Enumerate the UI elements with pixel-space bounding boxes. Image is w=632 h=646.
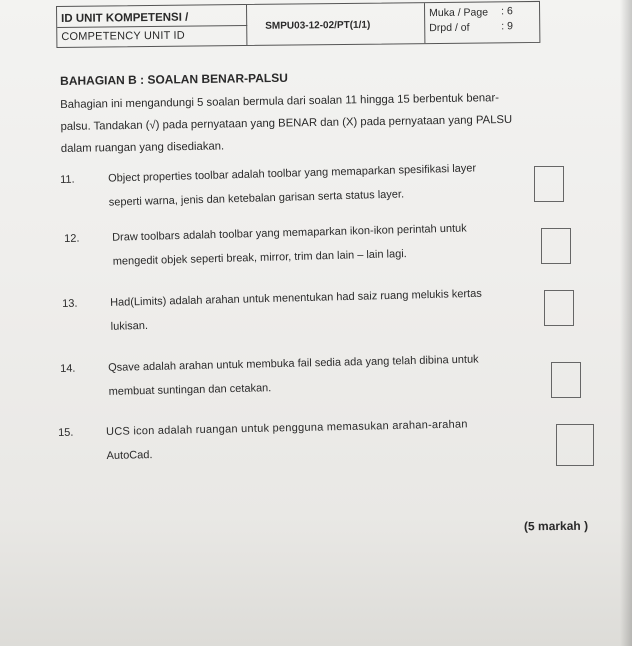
question-text: Qsave adalah arahan untuk membuka fail sedia ada yang telah dibina untuk (107, 353, 479, 374)
competency-label: COMPETENCY UNIT ID (61, 29, 185, 43)
question-text: mengedit objek seperti break, mirror, trim dan lain – lain lagi. (112, 248, 407, 268)
question-number: 14. (60, 362, 76, 375)
intro-line: palsu. Tandakan (√) pada pernyataan yang BENAR dan (X) pada pernyataan yang PALSU (60, 113, 513, 133)
question-number: 15. (58, 426, 74, 439)
of-value: : 9 (501, 20, 513, 33)
answer-box-12[interactable] (541, 228, 571, 264)
question-text: membuat suntingan dan cetakan. (108, 382, 272, 398)
question-text: Had(Limits) adalah arahan untuk menentukan had saiz ruang melukis kertas (109, 287, 482, 309)
section-intro (60, 86, 596, 160)
header-cell-page (425, 2, 539, 43)
question-number: 12. (64, 232, 80, 245)
question-number: 13. (62, 297, 78, 310)
question-text: lukisan. (110, 319, 149, 333)
question-number: 11. (60, 173, 75, 186)
section-title: BAHAGIAN B : SOALAN BENAR-PALSU (60, 70, 288, 88)
question-text: seperti warna, jenis dan ketebalan garisan serta status layer. (108, 188, 405, 209)
question-text: Draw toolbars adalah toolbar yang memaparkan ikon-ikon perintah untuk (111, 222, 467, 244)
page-value: : 6 (501, 5, 513, 18)
page-label: Muka / Page (429, 6, 489, 20)
question-text: UCS icon adalah ruangan untuk pengguna memasukan arahan-arahan (105, 418, 468, 438)
answer-box-11[interactable] (534, 166, 564, 202)
question-text: Object properties toolbar adalah toolbar yang memaparkan spesifikasi layer (107, 162, 477, 185)
header-divider (57, 25, 247, 28)
header-table (56, 1, 540, 48)
page-edge-shadow (620, 0, 632, 646)
id-unit-label: ID UNIT KOMPETENSI / (61, 11, 189, 25)
answer-box-13[interactable] (544, 290, 574, 326)
answer-box-15[interactable] (556, 424, 594, 466)
header-cell-unit-id (57, 5, 247, 47)
intro-line: Bahagian ini mengandungi 5 soalan bermula dari soalan 11 hingga 15 berbentuk benar- (60, 92, 500, 111)
total-marks: (5 markah ) (523, 518, 589, 534)
unit-code: SMPU03-12-02/PT(1/1) (265, 19, 371, 32)
answer-box-14[interactable] (551, 362, 581, 398)
intro-line: dalam ruangan yang disediakan. (60, 140, 225, 155)
of-label: Drpd / of (429, 21, 470, 35)
question-text: AutoCad. (106, 449, 153, 462)
header-cell-code (247, 3, 425, 45)
